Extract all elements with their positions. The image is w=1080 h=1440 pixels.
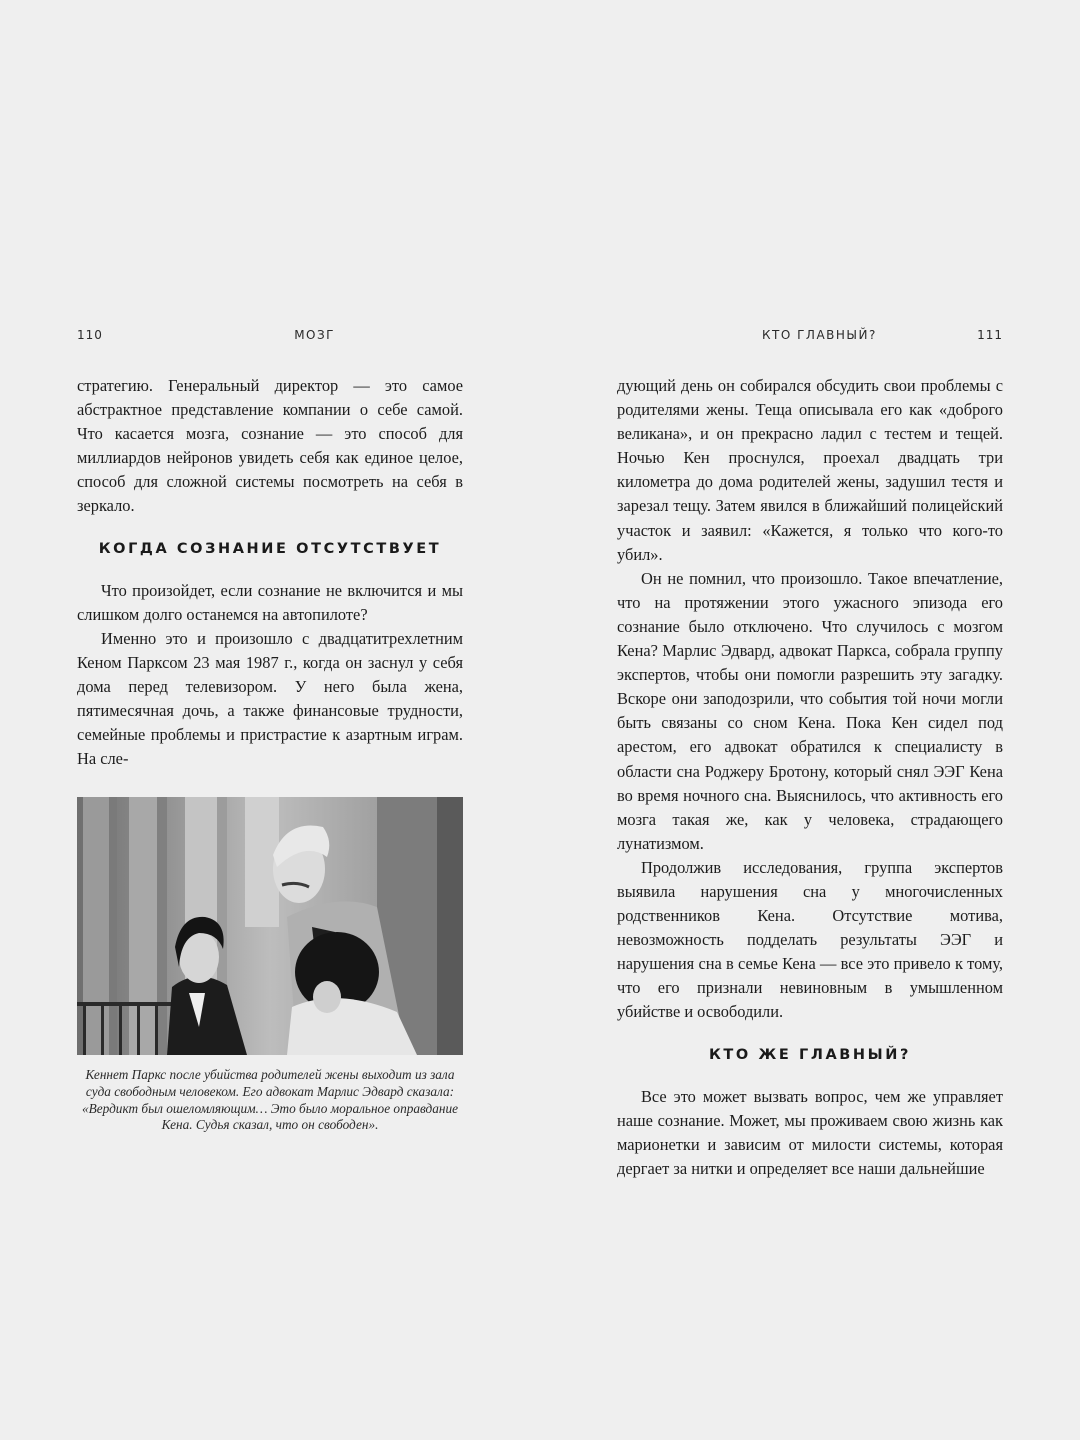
body-text xyxy=(617,374,1003,1181)
running-title: КТО ГЛАВНЫЙ? xyxy=(762,328,877,342)
running-head xyxy=(77,328,463,352)
section-heading: КОГДА СОЗНАНИЕ ОТСУТСТВУЕТ xyxy=(98,540,442,557)
paragraph: Продолжив исследования, группа экспертов выявила нарушения сна у многочисленных родственников Кена. Отсутствие мотива, невозможность подделать результаты ЭЭГ и нарушения сна в семье Кена — все это привело к тому, что его признали невиновным в умышленном убийстве и освободили. xyxy=(617,857,1003,1022)
photo-image xyxy=(77,797,463,1055)
paragraph: Все это может вызвать вопрос, чем же управляет наше сознание. Может, мы проживаем свою жизнь как марионетки и зависим от милости системы, которая дергает за нитки и определяет все наши дальнейшие xyxy=(617,1086,1003,1178)
running-head xyxy=(617,328,1003,352)
paragraph: Он не помнил, что произошло. Такое впечатление, что на протяжении этого ужасного эпизода его сознание было отключено. Что случилось с мозгом Кена? Марлис Эдвард, адвокат Паркса, собрала группу экспертов, чтобы они помогли разрешить эту загадку. Вскоре они заподозрили, что события той ночи могли быть связаны со сном Кена. Пока Кен сидел под арестом, его адвокат обратился к специалисту в области сна Роджеру Бротону, который снял ЭЭГ Кена во время ночного сна. Выяснилось, что активность его мозга такая же, как у человека, страдающего лунатизмом. xyxy=(617,568,1003,853)
photo-caption: Кеннет Паркс после убийства родителей жены выходит из зала суда свободным человеком. Его адвокат Марлис Эдвард сказала: «Вердикт был ошеломляющим… Это было моральное оправдание Кена. Судья сказал, что он свободен». xyxy=(81,1067,459,1133)
page-number: 110 xyxy=(77,328,103,342)
left-page xyxy=(77,328,463,1134)
photo-courthouse xyxy=(77,797,463,1055)
right-page xyxy=(617,328,1003,1181)
page-number: 111 xyxy=(977,328,1003,342)
paragraph: Именно это и произошло с двадцатитрехлетним Кеном Парксом 23 мая 1987 г., когда он заснул у себя дома перед телевизором. У него была жена, пятимесячная дочь, а также финансовые трудности, семейные проблемы и пристрастие к азартным играм. На сле- xyxy=(77,628,463,769)
paragraph: дующий день он собирался обсудить свои проблемы с родителями жены. Теща описывала его как «доброго великана», и он прекрасно ладил с тестем и тещей. Ночью Кен проснулся, проехал двадцать три километра до дома родителей жены, задушил тестя и зарезал тещу. Затем явился в ближайший полицейский участок и заявил: «Кажется, я только что кого-то убил». xyxy=(617,376,1003,564)
running-title: МОЗГ xyxy=(294,328,335,342)
section-heading: КТО ЖЕ ГЛАВНЫЙ? xyxy=(708,1046,912,1063)
paragraph: стратегию. Генеральный директор — это самое абстрактное представление компании о себе самой. Что касается мозга, сознание — это способ для миллиардов нейронов увидеть себя как единое целое, способ для сложной системы посмотреть на себя в зеркало. xyxy=(77,376,463,516)
paragraph: Что произойдет, если сознание не включится и мы слишком долго останемся на автопилоте? xyxy=(77,580,463,624)
body-text xyxy=(77,374,463,771)
